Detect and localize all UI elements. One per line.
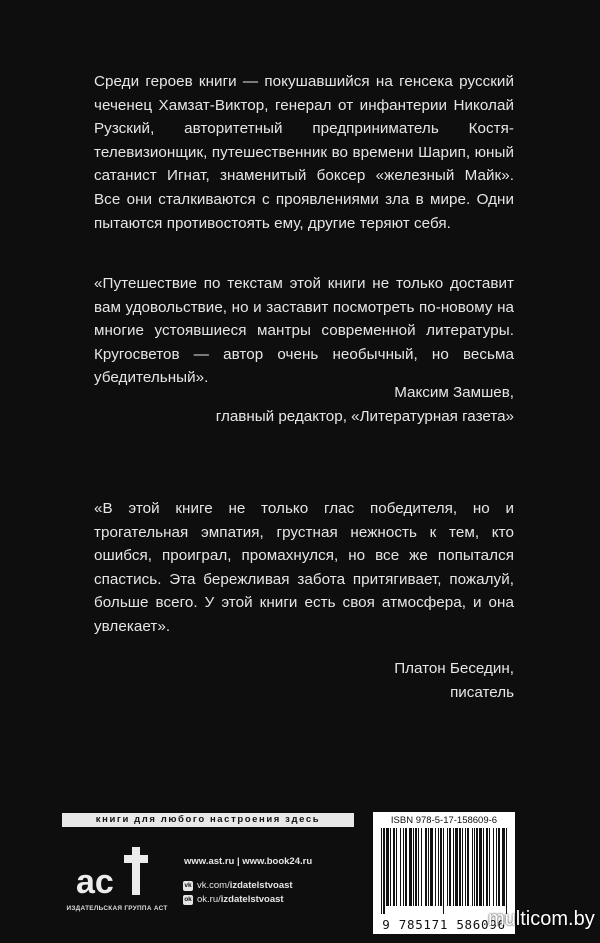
synopsis-paragraph [94, 70, 514, 235]
reviewer-role-2: писатель [450, 683, 514, 701]
review-quote-2-text: «В этой книге не только глас победителя, но и трогательная эмпатия, грустная нежность к тем, кто ошибся, проиграл, промахнулся, но все же попытался спастись. Эта бережливая забота притягивает, пожалуй, больше всего. У этой книги есть своя атмосфера, и она увлекает». [94, 500, 514, 635]
vk-prefix: vk.com/ [197, 880, 230, 891]
isbn-digits: 9 785171 586096 [382, 917, 506, 932]
review-attribution-1 [154, 381, 514, 428]
svg-text:ac: ac [76, 863, 114, 901]
isbn-label: ISBN 978-5-17-158609-6 [390, 815, 498, 826]
logo-caption: ИЗДАТЕЛЬСКАЯ ГРУППА АСТ [66, 905, 168, 912]
barcode-icon [377, 828, 511, 916]
review-quote-1-text: «Путешествие по текстам этой книги не только доставит вам удовольствие, но и заставит посмотреть по-новому на многие устоявшиеся мантры современной литературы. Кругосветов — автор очень необычный, но весьма убедительный». [94, 275, 514, 387]
vk-icon: vk [184, 881, 192, 889]
ok-icon: ok [184, 895, 192, 903]
ok-handle: izdatelstvoast [220, 894, 284, 905]
review-quote-2 [94, 497, 514, 639]
reviewer-name-1: Максим Замшев, [394, 384, 514, 401]
reviewer-role-1: главный редактор, «Литературная газета» [215, 407, 514, 425]
review-attribution-2 [154, 657, 514, 704]
ok-link[interactable] [183, 894, 284, 905]
synopsis-text: Среди героев книги — покушавшийся на генсека русский чеченец Хамзат-Виктор, генерал от инфантерии Николай Рузский, авторитетный предприниматель Костя-телевизионщик, путешественник во времени Шарип, юный сатанист Игнат, знаменитый боксер «железный Майк». Все они сталкиваются с проявлениями зла в мире. Одни пытаются противостоять ему, другие теряют себя. [94, 73, 514, 232]
review-quote-1 [94, 272, 514, 390]
ok-prefix: ok.ru/ [197, 894, 221, 905]
vk-link[interactable] [183, 880, 293, 891]
vk-handle: izdatelstvoast [229, 880, 293, 891]
reviewer-name-2: Платон Беседин, [394, 660, 514, 677]
publisher-websites[interactable]: www.ast.ru | www.book24.ru [184, 856, 313, 867]
watermark: multicom.by [488, 908, 595, 930]
publisher-slogan-bar: книги для любого настроения здесь [62, 813, 354, 827]
